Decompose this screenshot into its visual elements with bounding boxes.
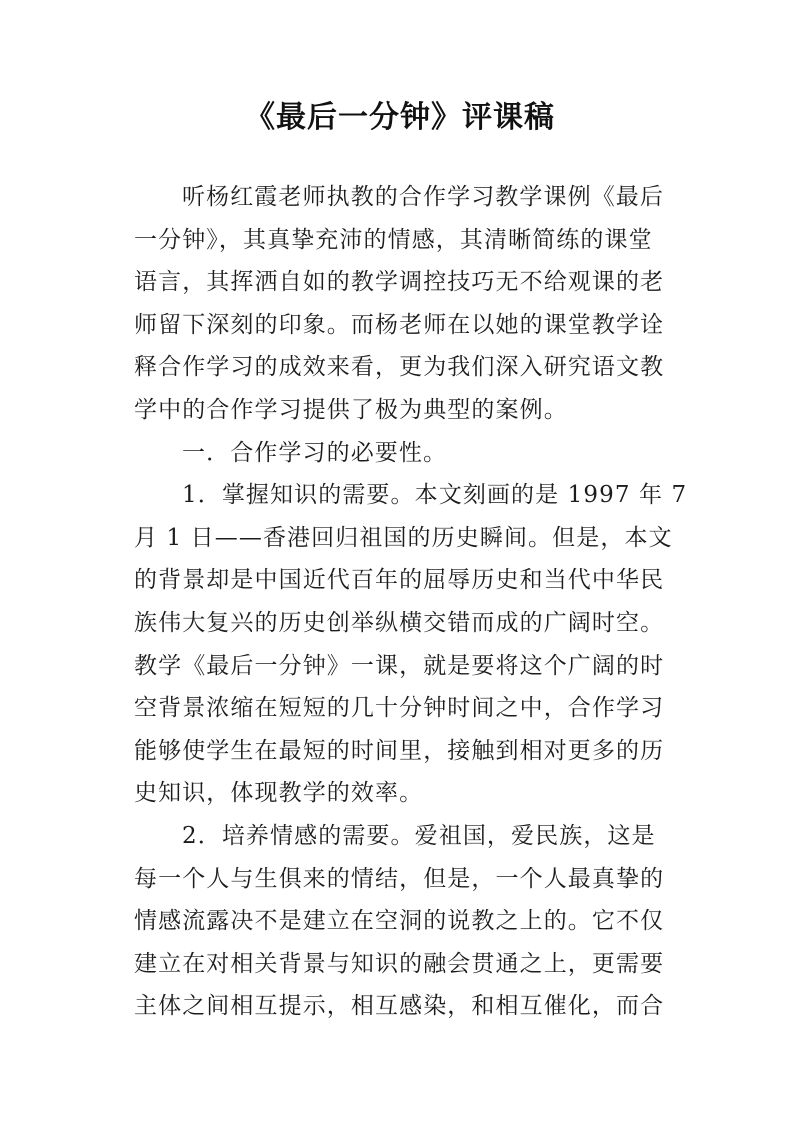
text-line: 一分钟》，其真挚充沛的情感，其清晰简练的课堂 xyxy=(134,226,653,253)
text-line: 学中的合作学习提供了极为典型的案例。 xyxy=(134,396,568,423)
text-line: 族伟大复兴的历史创举纵横交错而成的广阔时空。 xyxy=(134,609,665,636)
text-line: 师留下深刻的印象。而杨老师在以她的课堂教学诠 xyxy=(134,311,665,338)
section-heading: 一．合作学习的必要性。 xyxy=(182,439,448,466)
text-line: 语言，其挥洒自如的教学调控技巧无不给观课的老 xyxy=(134,269,665,296)
text-line: 月 1 日——香港回归祖国的历史瞬间。但是，本文 xyxy=(134,524,673,551)
text-line: 空背景浓缩在短短的几十分钟时间之中，合作学习 xyxy=(134,695,665,722)
text-line: 主体之间相互提示，相互感染，和相互催化，而合 xyxy=(134,993,665,1020)
text-line: 释合作学习的成效来看，更为我们深入研究语文教 xyxy=(134,354,665,381)
document-body xyxy=(134,176,688,1028)
text-line: 教学《最后一分钟》一课，就是要将这个广阔的时 xyxy=(134,652,665,679)
text-line: 建立在对相关背景与知识的融会贯通之上，更需要 xyxy=(134,950,665,977)
text-line: 每一个人与生俱来的情结，但是，一个人最真挚的 xyxy=(134,865,665,892)
text-line: 情感流露决不是建立在空洞的说教之上的。它不仅 xyxy=(134,908,665,935)
text-line: 2．培养情感的需要。爱祖国，爱民族，这是 xyxy=(182,822,656,849)
text-line: 史知识，体现教学的效率。 xyxy=(134,780,424,807)
text-line: 的背景却是中国近代百年的屈辱历史和当代中华民 xyxy=(134,567,665,594)
text-line: 1．掌握知识的需要。本文刻画的是 1997 年 7 xyxy=(182,482,688,509)
document-title: 《最后一分钟》评课稿 xyxy=(245,100,555,135)
text-line: 能够使学生在最短的时间里，接触到相对更多的历 xyxy=(134,737,665,764)
text-line: 听杨红霞老师执教的合作学习教学课例《最后 xyxy=(182,184,664,210)
